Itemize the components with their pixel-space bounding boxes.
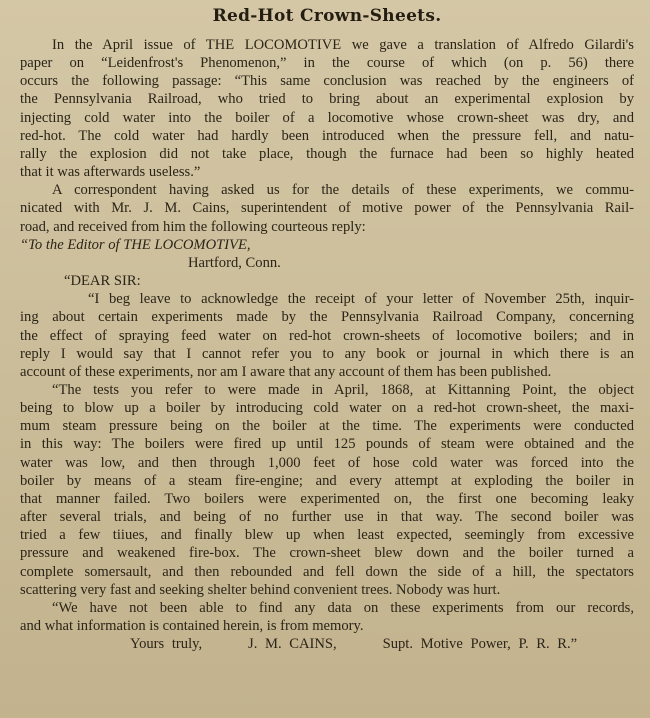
text-line: and what information is contained herein, is from memory. [20, 618, 364, 634]
text-line: in this way: The boilers were fired up until 125 pounds of steam were obtained and the [20, 436, 634, 453]
text-line: account of these experiments, nor am I aware that any account of them has been published. [20, 363, 552, 380]
text-line: “The tests you refer to were made in April, 1868, at Kittanning Point, the object [52, 381, 634, 398]
text-line: boiler by means of a steam fire-engine; and every attempt at exploding the boiler in [20, 472, 634, 489]
text-line: “We have not been able to find any data on these experiments from our records, [52, 599, 634, 616]
text-line: A correspondent having asked us for the details of these experiments, we commu- [52, 182, 634, 199]
text-line: being to blow up a boiler by introducing cold water on a red-hot crown-sheet, the maxi- [20, 400, 634, 417]
text-line: injecting cold water into the boiler of a locomotive whose crown-sheet was dry, and [20, 109, 634, 126]
salutation-editor: “To the Editor of THE LOCOMOTIVE, [20, 236, 251, 253]
text-line: paper on “Leidenfrost's Phenomenon,” in the course of which (on p. 56) there [20, 55, 634, 72]
text-line: pressure and weakened fire-box. The crown-sheet blew down and the boiler turned a [20, 545, 634, 562]
text-line: red-hot. The cold water had hardly been introduced when the pressure fell, and natu- [20, 127, 634, 144]
text-line: rally the explosion did not take place, though the furnace had been so highly heated [20, 145, 634, 162]
text-line: that it was afterwards useless.” [20, 164, 201, 181]
text-line: “I beg leave to acknowledge the receipt of your letter of November 25th, inquir- [88, 291, 634, 308]
text-line: tried a few tiiues, and finally blew up when least expected, seemingly from excessive [20, 527, 634, 544]
salutation-place: Hartford, Conn. [188, 254, 281, 271]
signature-line: Yours truly, J. M. CAINS, Supt. Motive Power, P. R. R.” [130, 636, 578, 653]
text-line: water was low, and then through 1,000 feet of hose cold water was forced into the [20, 454, 634, 471]
text-line: occurs the following passage: “This same conclusion was reached by the engineers of [20, 73, 634, 90]
text-line: In the April issue of THE LOCOMOTIVE we gave a translation of Alfredo Gilardi's [52, 37, 634, 53]
text-line: mum steam pressure being on the boiler at the time. The experiments were conducted [20, 418, 634, 435]
text-line: reply I would say that I cannot refer you to any book or journal in which there is an [20, 345, 634, 362]
salutation-dear-sir: “DEAR SIR: [64, 273, 141, 290]
text-line: ing about certain experiments made by the Pennsylvania Railroad Company, concerning [20, 309, 634, 326]
text-line: after several trials, and being of no further use in that way. The second boiler was [20, 509, 634, 526]
text-line: scattering very fast and seeking shelter behind convenient trees. Nobody was hurt. [20, 581, 501, 598]
text-line: the Pennsylvania Railroad, who tried to bring about an experimental explosion by [20, 91, 634, 108]
text-line: the effect of spraying feed water on red-hot crown-sheets of locomotive boilers; and in [20, 327, 634, 344]
text-line: road, and received from him the following courteous reply: [20, 218, 366, 235]
text-line: complete somersault, and then rebounded and fell down the side of a hill, the spectators [20, 563, 634, 580]
text-line: that manner failed. Two boilers were experimented on, the first one becoming leaky [20, 490, 634, 507]
article-title: Red-Hot Crown-Sheets. [212, 6, 442, 26]
text-line: nicated with Mr. J. M. Cains, superintendent of motive power of the Pennsylvania Rail- [20, 200, 634, 217]
